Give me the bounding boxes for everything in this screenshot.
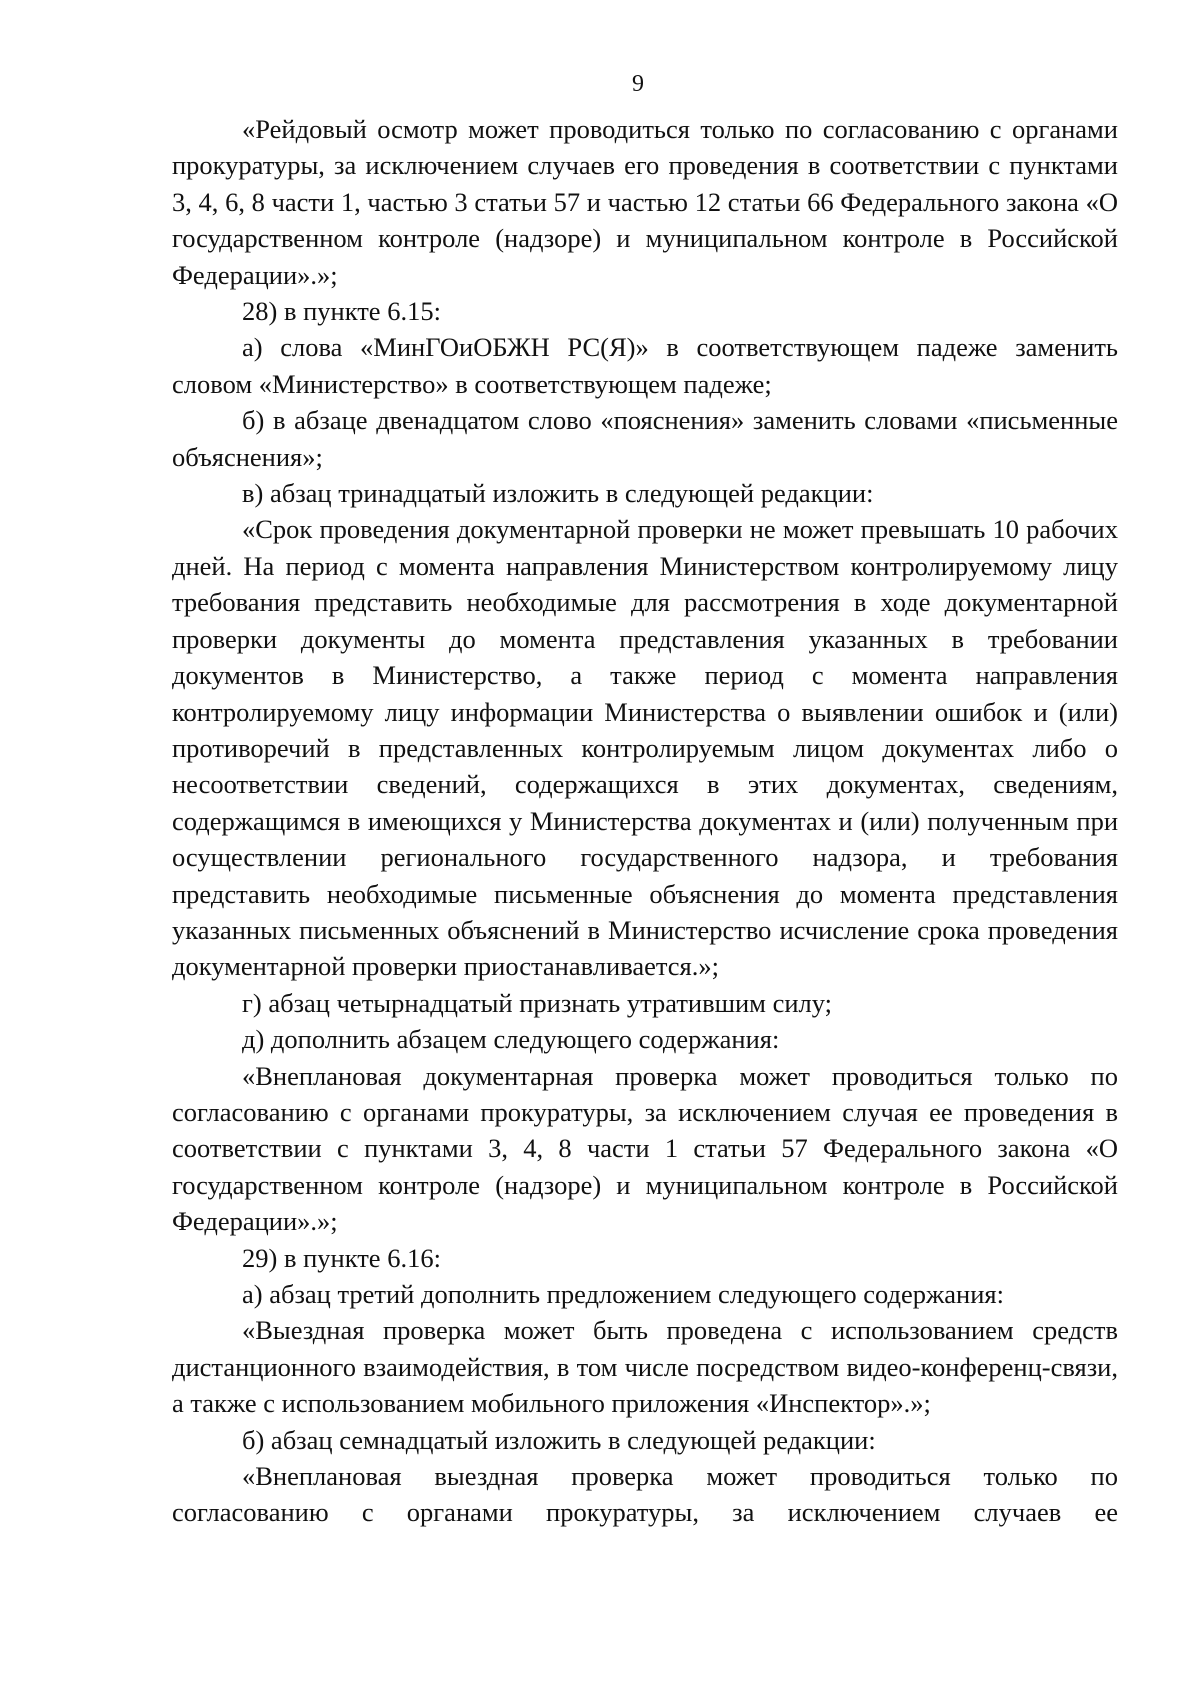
paragraph-item-28: 28) в пункте 6.15: [242, 296, 441, 327]
paragraph-unscheduled-document-check: «Внеплановая документарная проверка может проводиться только по согласованию с органами прокуратуры, за исключением случая ее проведения в соответствии с пунктами 3, 4, 8 части 1 статьи 57 Федерального закона «О государственном контроле (надзоре) и муниципальном контроле в Российской Федерации».»; [172, 1060, 1118, 1237]
paragraph-29a: а) абзац третий дополнить предложением следующего содержания: [242, 1279, 1004, 1309]
paragraph-28d: д) дополнить абзацем следующего содержания: [242, 1024, 780, 1055]
paragraph-28b: б) в абзаце двенадцатом слово «пояснения» заменить словами «письменные объяснения»; [172, 405, 1118, 472]
paragraph-29b: б) абзац семнадцатый изложить в следующей редакции: [242, 1424, 876, 1455]
paragraph-field-inspection-remote: «Выездная проверка может быть проведена с использованием средств дистанционного взаимодействия, в том числе посредством видео-конференц-связи, а также с использованием мобильного приложения «Инспектор».»; [172, 1315, 1118, 1419]
paragraph-item-29: 29) в пункте 6.16: [242, 1242, 441, 1273]
paragraph-document-check-term: «Срок проведения документарной проверки не может превышать 10 рабочих дней. На период с момента направления Министерством контролируемому лицу требования представить необходимые для рассмотрения в ходе документарной проверки документы до момента представления указанных в требовании документов в Министерство, а также период с момента направления контролируемому лицу информации Министерства о выявлении ошибок и (или) противоречий в представленных контролируемым лицом документах либо о несоответствии сведений, содержащихся в этих документах, сведениям, содержащимся в имеющихся у Министерства документах и (или) полученным при осуществлении регионального государственного надзора, и требования представить необходимые письменные объяснения до момента представления указанных письменных объяснений в Министерство исчисление срока проведения документарной проверки приостанавливается.»; [172, 514, 1118, 982]
page-number: 9 [632, 71, 644, 97]
paragraph-28a: а) слова «МинГОиОБЖН РС(Я)» в соответствующем падеже заменить словом «Министерство» в соответствующем падеже; [172, 332, 1118, 399]
document-body [172, 111, 1118, 1531]
paragraph-28g: г) абзац четырнадцатый признать утратившим силу; [242, 987, 833, 1018]
paragraph-raid-inspection: «Рейдовый осмотр может проводиться только по согласованию с органами прокуратуры, за исключением случаев его проведения в соответствии с пунктами 3, 4, 6, 8 части 1, частью 3 статьи 57 и частью 12 статьи 66 Федерального закона «О государственном контроле (надзоре) и муниципальном контроле в Российской Федерации».»; [172, 114, 1118, 290]
paragraph-unscheduled-field-inspection: «Внеплановая выездная проверка может проводиться только по согласованию с органами прокуратуры, за исключением случаев ее [172, 1461, 1118, 1528]
paragraph-28v: в) абзац тринадцатый изложить в следующей редакции: [242, 478, 874, 509]
